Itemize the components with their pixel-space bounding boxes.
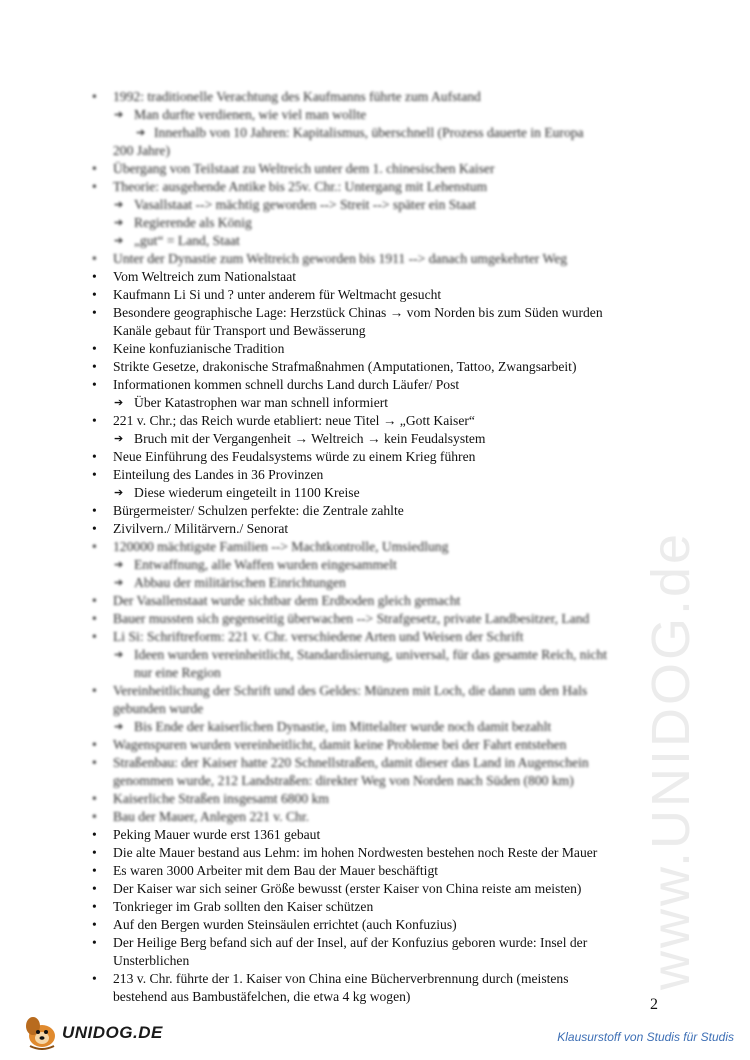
sub-bullet-item: ➔ Vasallstaat --> mächtig geworden --> Streit --> später ein Staat [92, 196, 672, 214]
sub-bullet-item: ➔ Über Katastrophen war man schnell informiert [92, 394, 672, 412]
logo-text: UNIDOG.DE [62, 1023, 163, 1042]
tagline: Klausurstoff von Studis für Studis [557, 1030, 734, 1044]
blurred-section-middle [92, 538, 672, 826]
bullet-item: • Der Kaiser war sich seiner Größe bewusst (erster Kaiser von China reiste am meisten) [92, 880, 672, 898]
bullet-item: • Zivilvern./ Militärvern./ Senorat [92, 520, 672, 538]
bullet-item: • 213 v. Chr. führte der 1. Kaiser von China eine Bücherverbrennung durch (meistens [92, 970, 672, 988]
bullet-item: • Besondere geographische Lage: Herzstück Chinas → vom Norden bis zum Süden wurden [92, 304, 672, 322]
clear-section-bottom [92, 826, 672, 1006]
sub-bullet-item: ➔ Abbau der militärischen Einrichtungen [92, 574, 672, 592]
sub-bullet-item: ➔ Ideen wurden vereinheitlicht, Standardisierung, universal, für das gesamte Reich, nicht [92, 646, 672, 664]
continuation-line: Kanäle gebaut für Transport und Bewässerung [113, 323, 366, 338]
continuation-line: nur eine Region [134, 665, 221, 680]
bullet-item: • Einteilung des Landes in 36 Provinzen [92, 466, 672, 484]
bullet-item: • Bau der Mauer, Anlegen 221 v. Chr. [92, 808, 672, 826]
unidog-logo[interactable] [20, 1016, 163, 1050]
bullet-item: • Der Vasallenstaat wurde sichtbar dem Erdboden gleich gemacht [92, 592, 672, 610]
watermark: www.UNIDOG.de [641, 530, 701, 990]
bullet-item: • Wagenspuren wurden vereinheitlicht, damit keine Probleme bei der Fahrt entstehen [92, 736, 672, 754]
page-number: 2 [650, 996, 658, 1013]
bullet-item: • Peking Mauer wurde erst 1361 gebaut [92, 826, 672, 844]
continuation-line: genommen wurde, 212 Landstraßen: direkter Weg von Norden nach Süden (800 km) [113, 773, 574, 788]
bullet-item: • Der Heilige Berg befand sich auf der Insel, auf der Konfuzius geboren wurde: Insel der [92, 934, 672, 952]
bullet-item: • 221 v. Chr.; das Reich wurde etabliert: neue Titel → „Gott Kaiser“ [92, 412, 672, 430]
bullet-item: • Bürgermeister/ Schulzen perfekte: die Zentrale zahlte [92, 502, 672, 520]
clear-section-middle [92, 268, 672, 538]
sub-bullet-item: ➔ Man durfte verdienen, wie viel man wollte [92, 106, 672, 124]
bullet-item: • Bauer mussten sich gegenseitig überwachen --> Strafgesetz, private Landbesitzer, Land [92, 610, 672, 628]
bullet-item: • Die alte Mauer bestand aus Lehm: im hohen Nordwesten bestehen noch Reste der Mauer [92, 844, 672, 862]
bullet-item: • Unter der Dynastie zum Weltreich geworden bis 1911 --> danach umgekehrter Weg [92, 250, 672, 268]
bullet-item: • Keine konfuzianische Tradition [92, 340, 672, 358]
bullet-item: • Neue Einführung des Feudalsystems würde zu einem Krieg führen [92, 448, 672, 466]
bullet-item: • Es waren 3000 Arbeiter mit dem Bau der Mauer beschäftigt [92, 862, 672, 880]
sub-bullet-item: ➔ Bis Ende der kaiserlichen Dynastie, im Mittelalter wurde noch damit bezahlt [92, 718, 672, 736]
bullet-item: • Kaufmann Li Si und ? unter anderem für Weltmacht gesucht [92, 286, 672, 304]
continuation-line: 200 Jahre) [113, 143, 170, 158]
bullet-item: • Informationen kommen schnell durchs Land durch Läufer/ Post [92, 376, 672, 394]
bullet-item: • Straßenbau: der Kaiser hatte 220 Schnellstraßen, damit dieser das Land in Augenschein [92, 754, 672, 772]
bullet-item: • Auf den Bergen wurden Steinsäulen errichtet (auch Konfuzius) [92, 916, 672, 934]
bullet-item: • Vereinheitlichung der Schrift und des Geldes: Münzen mit Loch, die dann um den Hals [92, 682, 672, 700]
bullet-item: • Übergang von Teilstaat zu Weltreich unter dem 1. chinesischen Kaiser [92, 160, 672, 178]
bullet-item: • 1992: traditionelle Verachtung des Kaufmanns führte zum Aufstand [92, 88, 672, 106]
bullet-item: • Strikte Gesetze, drakonische Strafmaßnahmen (Amputationen, Tattoo, Zwangsarbeit) [92, 358, 672, 376]
blurred-section-top [92, 88, 672, 268]
dog-icon [20, 1016, 60, 1050]
sub-bullet-item: ➔ Innerhalb von 10 Jahren: Kapitalismus, überschnell (Prozess dauerte in Europa [92, 124, 672, 142]
bullet-item: • Kaiserliche Straßen insgesamt 6800 km [92, 790, 672, 808]
sub-bullet-item: ➔ Bruch mit der Vergangenheit → Weltreich → kein Feudalsystem [92, 430, 672, 448]
sub-bullet-item: ➔ Regierende als König [92, 214, 672, 232]
sub-bullet-item: ➔ „gut“ = Land, Staat [92, 232, 672, 250]
continuation-line: gebunden wurde [113, 701, 204, 716]
sub-bullet-item: ➔ Diese wiederum eingeteilt in 1100 Kreise [92, 484, 672, 502]
bullet-item: • 120000 mächtigste Familien --> Machtkontrolle, Umsiedlung [92, 538, 672, 556]
continuation-line: Unsterblichen [113, 953, 190, 968]
bullet-item: • Theorie: ausgehende Antike bis 25v. Chr.: Untergang mit Lehenstum [92, 178, 672, 196]
bullet-item: • Vom Weltreich zum Nationalstaat [92, 268, 672, 286]
continuation-line: bestehend aus Bambustäfelchen, die etwa 4 kg wogen) [113, 989, 411, 1004]
bullet-item: • Li Si: Schriftreform: 221 v. Chr. verschiedene Arten und Weisen der Schrift [92, 628, 672, 646]
sub-bullet-item: ➔ Entwaffnung, alle Waffen wurden eingesammelt [92, 556, 672, 574]
notes-content [92, 88, 672, 1006]
bullet-item: • Tonkrieger im Grab sollten den Kaiser schützen [92, 898, 672, 916]
